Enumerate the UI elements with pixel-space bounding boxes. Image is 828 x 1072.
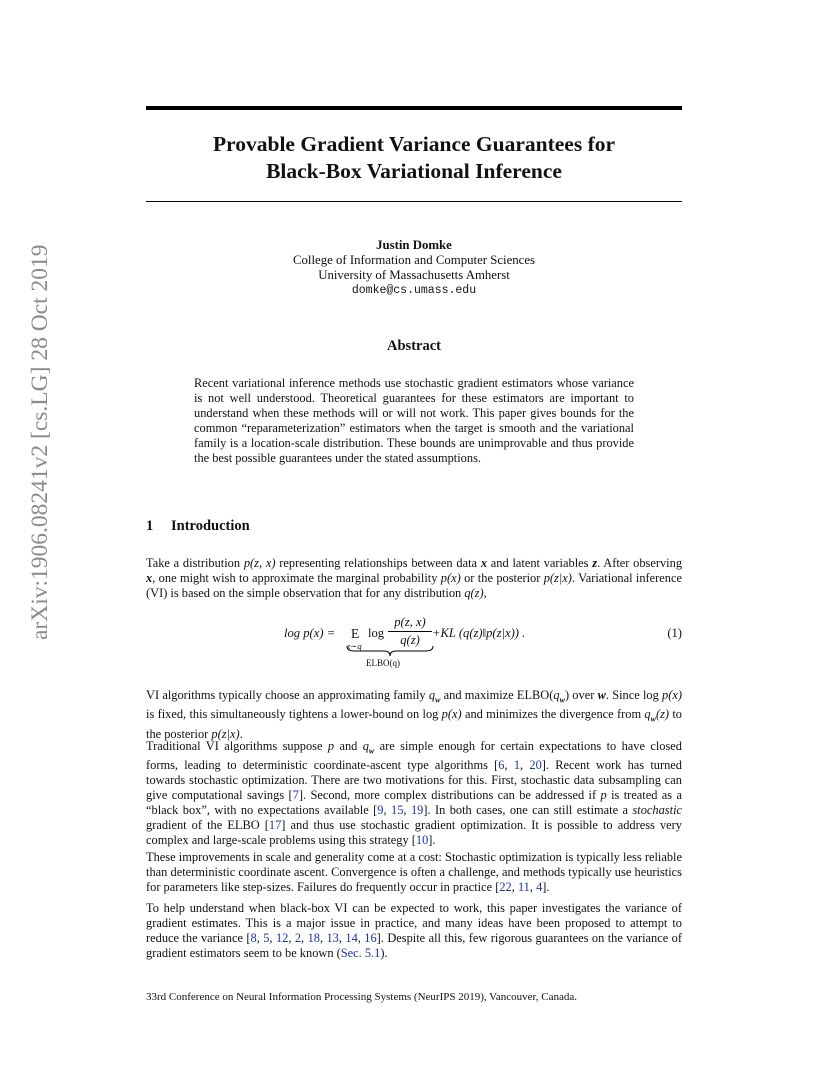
intro-paragraph-4: These improvements in scale and generality come at a cost: Stochastic optimization is typically less reliable than deterministic coordinate ascent. Convergence is often a challenge, and methods typically use heuristics for parameters like step-sizes. Failures do frequently occur in practice [22, 11, 4]. xyxy=(146,850,682,894)
author-block xyxy=(146,238,682,298)
citation-link[interactable]: 16 xyxy=(364,931,377,945)
fraction-numerator: p(z, x) xyxy=(394,615,426,629)
title-bottom-rule xyxy=(146,201,682,202)
citation-link[interactable]: 5 xyxy=(263,931,270,945)
equation-log: log xyxy=(368,626,385,640)
citation-link[interactable]: 1 xyxy=(513,758,521,773)
intro-paragraph-1: Take a distribution p(z, x) representing relationships between data x and latent variables z. After observing x, one might wish to approximate the marginal probability p(x) or the posterior p(z|x). Variational inference (VI) is based on the simple observation that for any distribution q(z), xyxy=(146,556,683,600)
section-heading-introduction xyxy=(146,518,250,535)
author-email[interactable]: domke@cs.umass.edu xyxy=(351,284,477,297)
citation-link[interactable]: 20 xyxy=(529,758,542,773)
expectation-subscript: z∼q xyxy=(347,641,362,651)
section-reference-link[interactable]: Sec. 5.1 xyxy=(340,946,381,960)
intro-paragraph-5: To help understand when black-box VI can be expected to work, this paper investigates the variance of gradient estimates. This is a major issue in practice, and many ideas have been proposed to attempt to reduce the variance [8, 5, 12, 2, 18, 13, 14, 16]. Despite all this, few rigorous guarantees on the variance of gradient estimators seem to be known (Sec. 5.1). xyxy=(146,901,682,960)
citation-link[interactable]: 19 xyxy=(410,803,424,818)
arxiv-identifier: arXiv:1906.08241v2 [cs.LG] 28 Oct 2019 xyxy=(27,244,53,640)
conference-footnote: 33rd Conference on Neural Information Processing Systems (NeurIPS 2019), Vancouver, Canada. xyxy=(146,991,578,1003)
citation-link[interactable]: 11 xyxy=(517,880,530,894)
section-title: Introduction xyxy=(171,518,250,534)
citation-link[interactable]: 22 xyxy=(499,880,512,894)
citation-link[interactable]: 4 xyxy=(536,880,543,894)
title-line-1: Provable Gradient Variance Guarantees for xyxy=(212,132,616,156)
citation-link[interactable]: 18 xyxy=(307,931,320,945)
citation-link[interactable]: 8 xyxy=(250,931,257,945)
underbrace-label: ELBO(q) xyxy=(366,658,400,668)
citation-link[interactable]: 10 xyxy=(415,833,429,848)
citation-link[interactable]: 13 xyxy=(326,931,339,945)
equation-1 xyxy=(146,616,682,672)
abstract-heading: Abstract xyxy=(387,338,441,354)
expectation-symbol: E xyxy=(351,626,360,641)
intro-paragraph-2: VI algorithms typically choose an approximating family $q_w$ and maximize $ELBO(q_w)$ over w. Since log p(x) is fixed, this simultaneously tightens a lower-bound on log p(x) and minimizes the divergence from $q_w(z)$ to the posterior p(z|x). xyxy=(146,688,682,741)
citation-link[interactable]: 2 xyxy=(294,931,302,945)
citation-link[interactable]: 14 xyxy=(345,931,358,945)
paper-title xyxy=(146,131,682,185)
author-affiliation-2: University of Massachusetts Amherst xyxy=(318,268,510,282)
citation-link[interactable]: 6 xyxy=(498,758,505,773)
equation-kl-term: +KL (q(z)‖p(z|x)) . xyxy=(432,626,526,640)
arxiv-sidebar xyxy=(22,244,58,640)
fraction-bar xyxy=(388,631,432,632)
citation-link[interactable]: 15 xyxy=(391,803,404,818)
section-number: 1 xyxy=(146,518,154,534)
title-line-2: Black-Box Variational Inference xyxy=(266,159,562,183)
author-affiliation-1: College of Information and Computer Sciences xyxy=(292,253,535,267)
citation-link[interactable]: 12 xyxy=(275,931,289,945)
equation-lhs: log p(x) = xyxy=(284,626,336,640)
citation-link[interactable]: 7 xyxy=(292,788,299,803)
citation-link[interactable]: 17 xyxy=(268,818,282,833)
underbrace-icon xyxy=(346,645,434,657)
author-name: Justin Domke xyxy=(376,238,452,252)
equation-fraction xyxy=(388,615,432,647)
abstract-text: Recent variational inference methods use stochastic gradient estimators whose variance is not well understood. Theoretical guarantees for these estimators are important to understand when these methods will or will not work. This paper gives bounds for the common “reparameterization” estimators when the target is smooth and the variational family is a location-scale distribution. These bounds are unimprovable and thus provide the best possible guarantees under the stated assumptions. xyxy=(194,376,634,465)
intro-paragraph-3: Traditional VI algorithms suppose p and $q_w$ are simple enough for certain expectations to have closed forms, leading to deterministic coordinate-ascent type algorithms [6, 1, 20]. Recent work has turned towards stochastic optimization. There are two motivations for this. First, stochastic data subsampling can give computational savings [7]. Second, more complex distributions can be addressed if p is treated as a “black box”, with no expectations available [9, 15, 19]. In both cases, one can still estimate a stochastic gradient of the ELBO [17] and thus use stochastic gradient optimization. It is possible to address very complex and large-scale problems using this strategy [10]. xyxy=(146,739,683,848)
equation-number: (1) xyxy=(667,626,682,640)
fraction-denominator: q(z) xyxy=(400,633,420,647)
title-top-rule xyxy=(146,106,682,110)
citation-link[interactable]: 9 xyxy=(377,803,384,818)
